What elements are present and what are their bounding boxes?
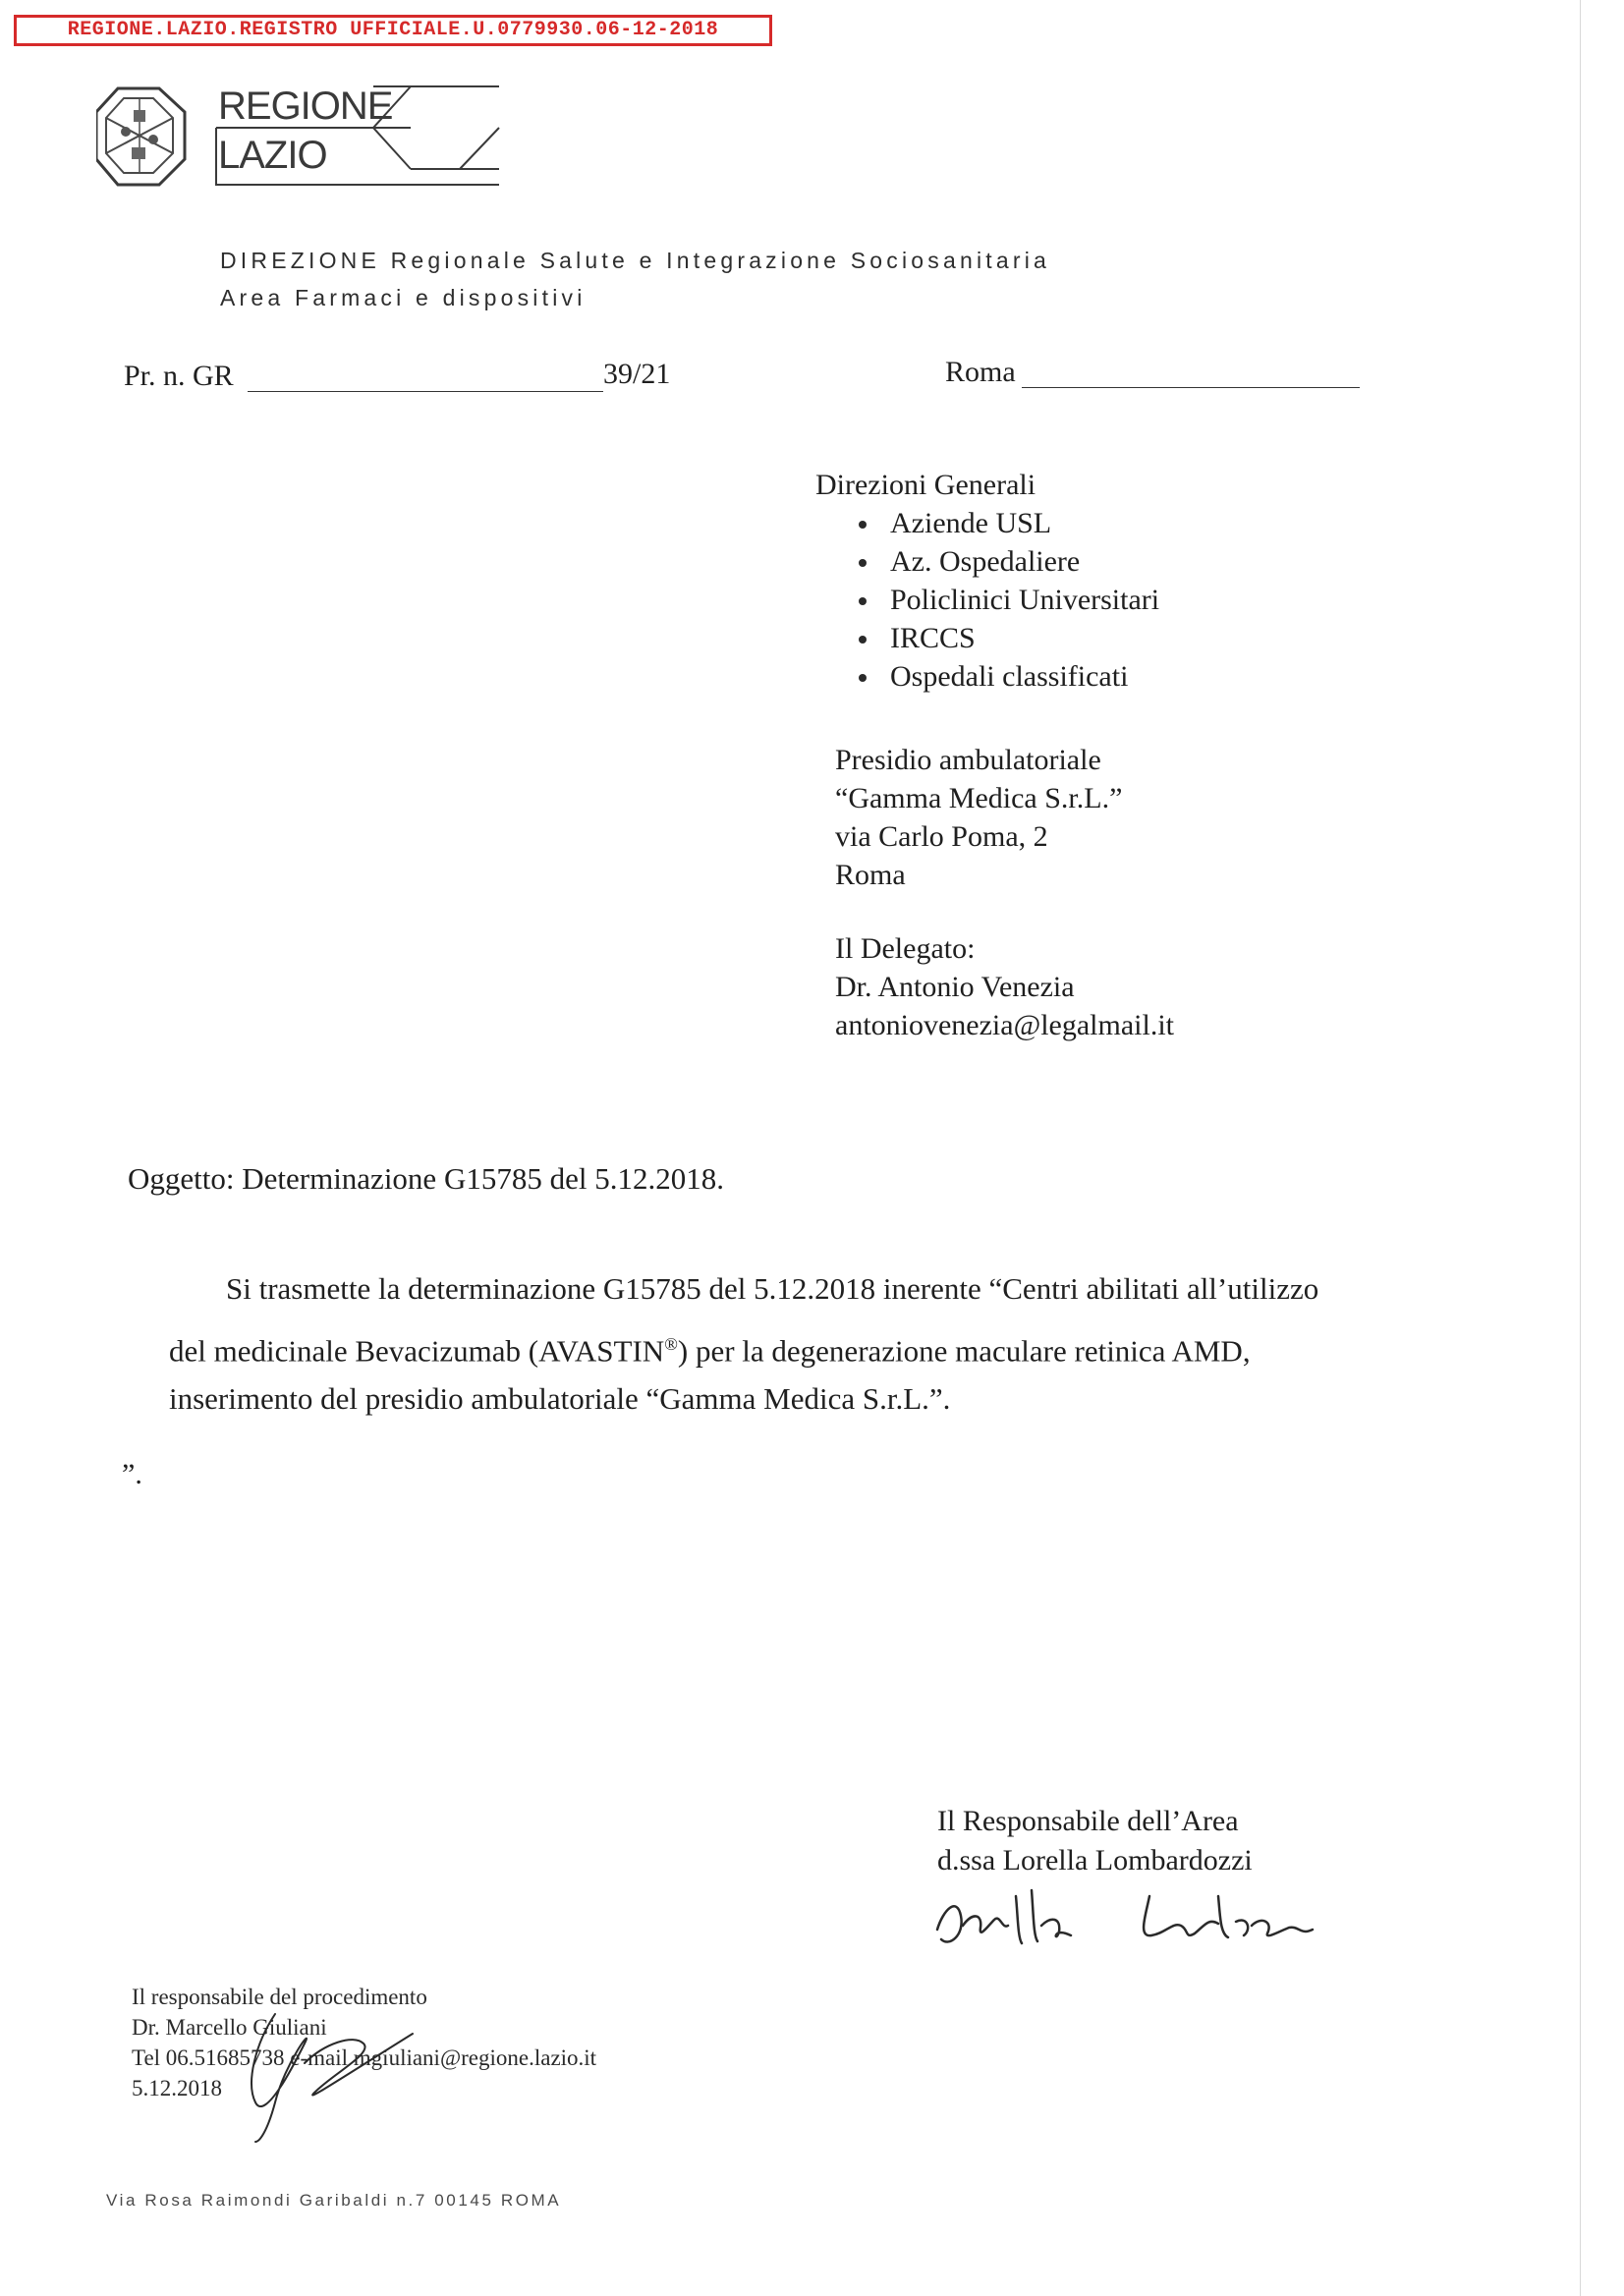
list-item: Aziende USL bbox=[853, 504, 1159, 542]
closing-quote: ”. bbox=[122, 1458, 142, 1490]
procedure-name: Dr. Marcello Giuliani bbox=[132, 2015, 327, 2040]
procedure-date: 5.12.2018 bbox=[132, 2076, 222, 2100]
logo-text-lazio: LAZIO bbox=[218, 134, 327, 177]
city-label: Roma bbox=[945, 356, 1016, 388]
date-line bbox=[1022, 387, 1360, 388]
presidio-line: Roma bbox=[835, 859, 906, 891]
body-line-2 bbox=[169, 1316, 1251, 1378]
area-heading: Area Farmaci e dispositivi bbox=[220, 285, 587, 310]
signature-name: d.ssa Lorella Lombardozzi bbox=[937, 1844, 1253, 1876]
footer-address: Via Rosa Raimondi Garibaldi n.7 00145 ROMA bbox=[106, 2191, 562, 2210]
recipients-list bbox=[853, 504, 1159, 696]
presidio-line: “Gamma Medica S.r.L.” bbox=[835, 782, 1123, 814]
list-item: Policlinici Universitari bbox=[853, 581, 1159, 619]
delegato-email: antoniovenezia@legalmail.it bbox=[835, 1009, 1174, 1041]
signature-role: Il Responsabile dell’Area bbox=[937, 1805, 1239, 1837]
recipients-block bbox=[815, 466, 1159, 696]
body-line-2-text: del medicinale Bevacizumab (AVASTIN bbox=[169, 1333, 665, 1369]
presidio-line: via Carlo Poma, 2 bbox=[835, 820, 1048, 853]
delegato-line: Dr. Antonio Venezia bbox=[835, 971, 1075, 1003]
protocol-suffix: 39/21 bbox=[603, 358, 671, 390]
procedure-role: Il responsabile del procedimento bbox=[132, 1985, 427, 2009]
logo-text-regione: REGIONE bbox=[218, 84, 393, 128]
regione-lazio-logo bbox=[96, 83, 509, 193]
handwritten-signature-giuliani bbox=[216, 2004, 452, 2152]
list-item: IRCCS bbox=[853, 619, 1159, 657]
page-edge-line bbox=[1580, 0, 1581, 2296]
presidio-line: Presidio ambulatoriale bbox=[835, 744, 1101, 776]
list-item: Ospedali classificati bbox=[853, 657, 1159, 696]
protocol-number-line bbox=[248, 391, 603, 392]
recipients-group-title: Direzioni Generali bbox=[815, 469, 1036, 501]
procedure-contact: Tel 06.51685738 e-mail mgiuliani@regione.lazio.it bbox=[132, 2045, 597, 2070]
registered-mark: ® bbox=[664, 1334, 678, 1354]
presidio-address-block bbox=[835, 741, 1122, 894]
list-item: Az. Ospedaliere bbox=[853, 542, 1159, 581]
body-line-2-rest: ) per la degenerazione maculare retinica AMD, bbox=[677, 1333, 1251, 1369]
delegato-line: Il Delegato: bbox=[835, 932, 976, 965]
subject-line: Oggetto: Determinazione G15785 del 5.12.2018. bbox=[128, 1161, 724, 1196]
direzione-heading: DIREZIONE Regionale Salute e Integrazione Sociosanitaria bbox=[220, 248, 1051, 273]
handwritten-signature-lombardozzi bbox=[924, 1857, 1375, 1965]
registry-stamp: REGIONE.LAZIO.REGISTRO UFFICIALE.U.0779930.06-12-2018 bbox=[14, 15, 772, 46]
protocol-prefix: Pr. n. GR bbox=[124, 360, 234, 392]
delegato-block bbox=[835, 929, 1174, 1044]
body-line-3: inserimento del presidio ambulatoriale “Gamma Medica S.r.L.”. bbox=[169, 1381, 951, 1416]
body-line-1: Si trasmette la determinazione G15785 del 5.12.2018 inerente “Centri abilitati all’utilizzo bbox=[226, 1271, 1319, 1306]
